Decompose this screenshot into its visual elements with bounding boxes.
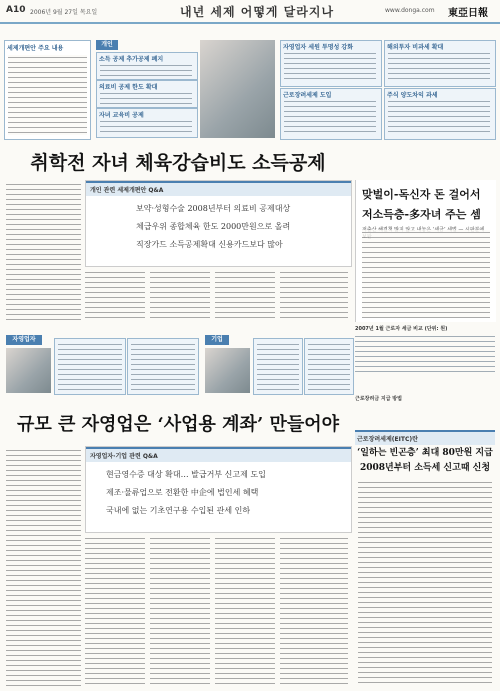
item-box-1 — [96, 52, 198, 80]
item-box-3 — [96, 108, 198, 138]
item-title-2: 의료비 공제 한도 확대 — [99, 84, 158, 91]
doctor-photo — [200, 40, 275, 138]
tax-table-caption: 2007년 1월 근로자 세금 비교 (단위: 원) — [355, 326, 448, 332]
eitc-table-title: 근로장려금 지급 방법 — [355, 396, 402, 402]
bottom-lead-3: 국내에 없는 기초연구용 수입된 관세 인하 — [106, 506, 251, 515]
bottom-article-col4 — [215, 536, 275, 686]
bottom-lead-2: 제조·물류업으로 전환한 中企에 법인세 혜택 — [106, 488, 259, 497]
summary-box-title: 세제개편안 주요 내용 — [7, 45, 64, 52]
eitc-header: 근로장려세제(EITC)란 — [355, 430, 495, 445]
item-box-7 — [384, 88, 496, 140]
item-box-5 — [280, 88, 382, 140]
top-article-col5 — [280, 270, 348, 322]
personal-tag: 개인 — [96, 40, 118, 50]
item-title-1: 소득 공제 추가공제 폐지 — [99, 56, 164, 63]
item-box-2 — [96, 80, 198, 108]
business-box-2 — [304, 338, 354, 395]
bottom-article-col1 — [6, 448, 81, 686]
item-title-3: 자녀 교육비 공제 — [99, 112, 144, 119]
top-article-col1 — [6, 182, 81, 322]
self-employed-box-2 — [127, 338, 199, 395]
item-box-6 — [384, 40, 496, 87]
bottom-article-col3 — [150, 536, 210, 686]
top-lead-2: 체급우위 종합체육 한도 2000만원으로 올려 — [136, 222, 291, 231]
column-title-1: 맞벌이-독신자 돈 걸어서 — [362, 188, 481, 201]
item-title-4: 자영업자 세원 투명성 강화 — [283, 44, 354, 51]
top-qa-header: 개인 관련 세제개편안 Q&A — [86, 181, 351, 196]
bottom-lead-1: 현금영수증 대상 확대… 발급거부 신고제 도입 — [106, 470, 266, 479]
business-box-1 — [253, 338, 303, 395]
top-qa-box — [85, 180, 352, 267]
self-employed-box-1 — [54, 338, 126, 395]
page-number: A10 — [6, 5, 26, 15]
item-title-7: 주식 양도차익 과세 — [387, 92, 438, 99]
eitc-title-1: ‘일하는 빈곤층’ 최대 80만원 지급 — [357, 448, 493, 458]
bottom-qa-header: 자영업자·기업 관련 Q&A — [86, 447, 351, 462]
summary-box — [4, 40, 91, 140]
tax-table-box — [355, 325, 495, 375]
top-article-col3 — [150, 270, 210, 322]
top-article-col4 — [215, 270, 275, 322]
top-lead-1: 보약·성형수술 2008년부터 의료비 공제대상 — [136, 204, 291, 213]
top-lead-3: 직장가드 소득공제확대 신용카드보다 많아 — [136, 240, 283, 249]
business-tag: 기업 — [205, 335, 229, 345]
column-title-2: 저소득층-多자녀 주는 셈 — [362, 208, 481, 221]
item-title-5: 근로장려세제 도입 — [283, 92, 332, 99]
bottom-qa-box — [85, 446, 352, 533]
self-employed-tag: 자영업자 — [6, 335, 42, 345]
column-box — [355, 180, 496, 322]
eitc-article — [358, 480, 492, 686]
issue-date: 2006년 9월 27일 목요일 — [30, 9, 98, 16]
eitc-title-2: 2008년부터 소득세 신고때 신청 — [359, 463, 491, 473]
bottom-headline: 규모 큰 자영업은 ‘사업용 계좌’ 만들어야 — [16, 414, 340, 435]
factory-photo — [205, 348, 250, 393]
bottom-article-col5 — [280, 536, 348, 686]
newspaper-logo: 東亞日報 — [448, 8, 488, 19]
bottom-article-col2 — [85, 536, 145, 686]
section-title: 내년 세제 어떻게 달라지나 — [180, 5, 335, 19]
item-title-6: 해외투자 비과세 확대 — [387, 44, 444, 51]
website-link[interactable]: www.donga.com — [385, 7, 435, 14]
top-article-col2 — [85, 270, 145, 322]
shop-photo — [6, 348, 51, 393]
item-box-4 — [280, 40, 382, 87]
top-headline: 취학전 자녀 체육강습비도 소득공제 — [30, 152, 326, 174]
